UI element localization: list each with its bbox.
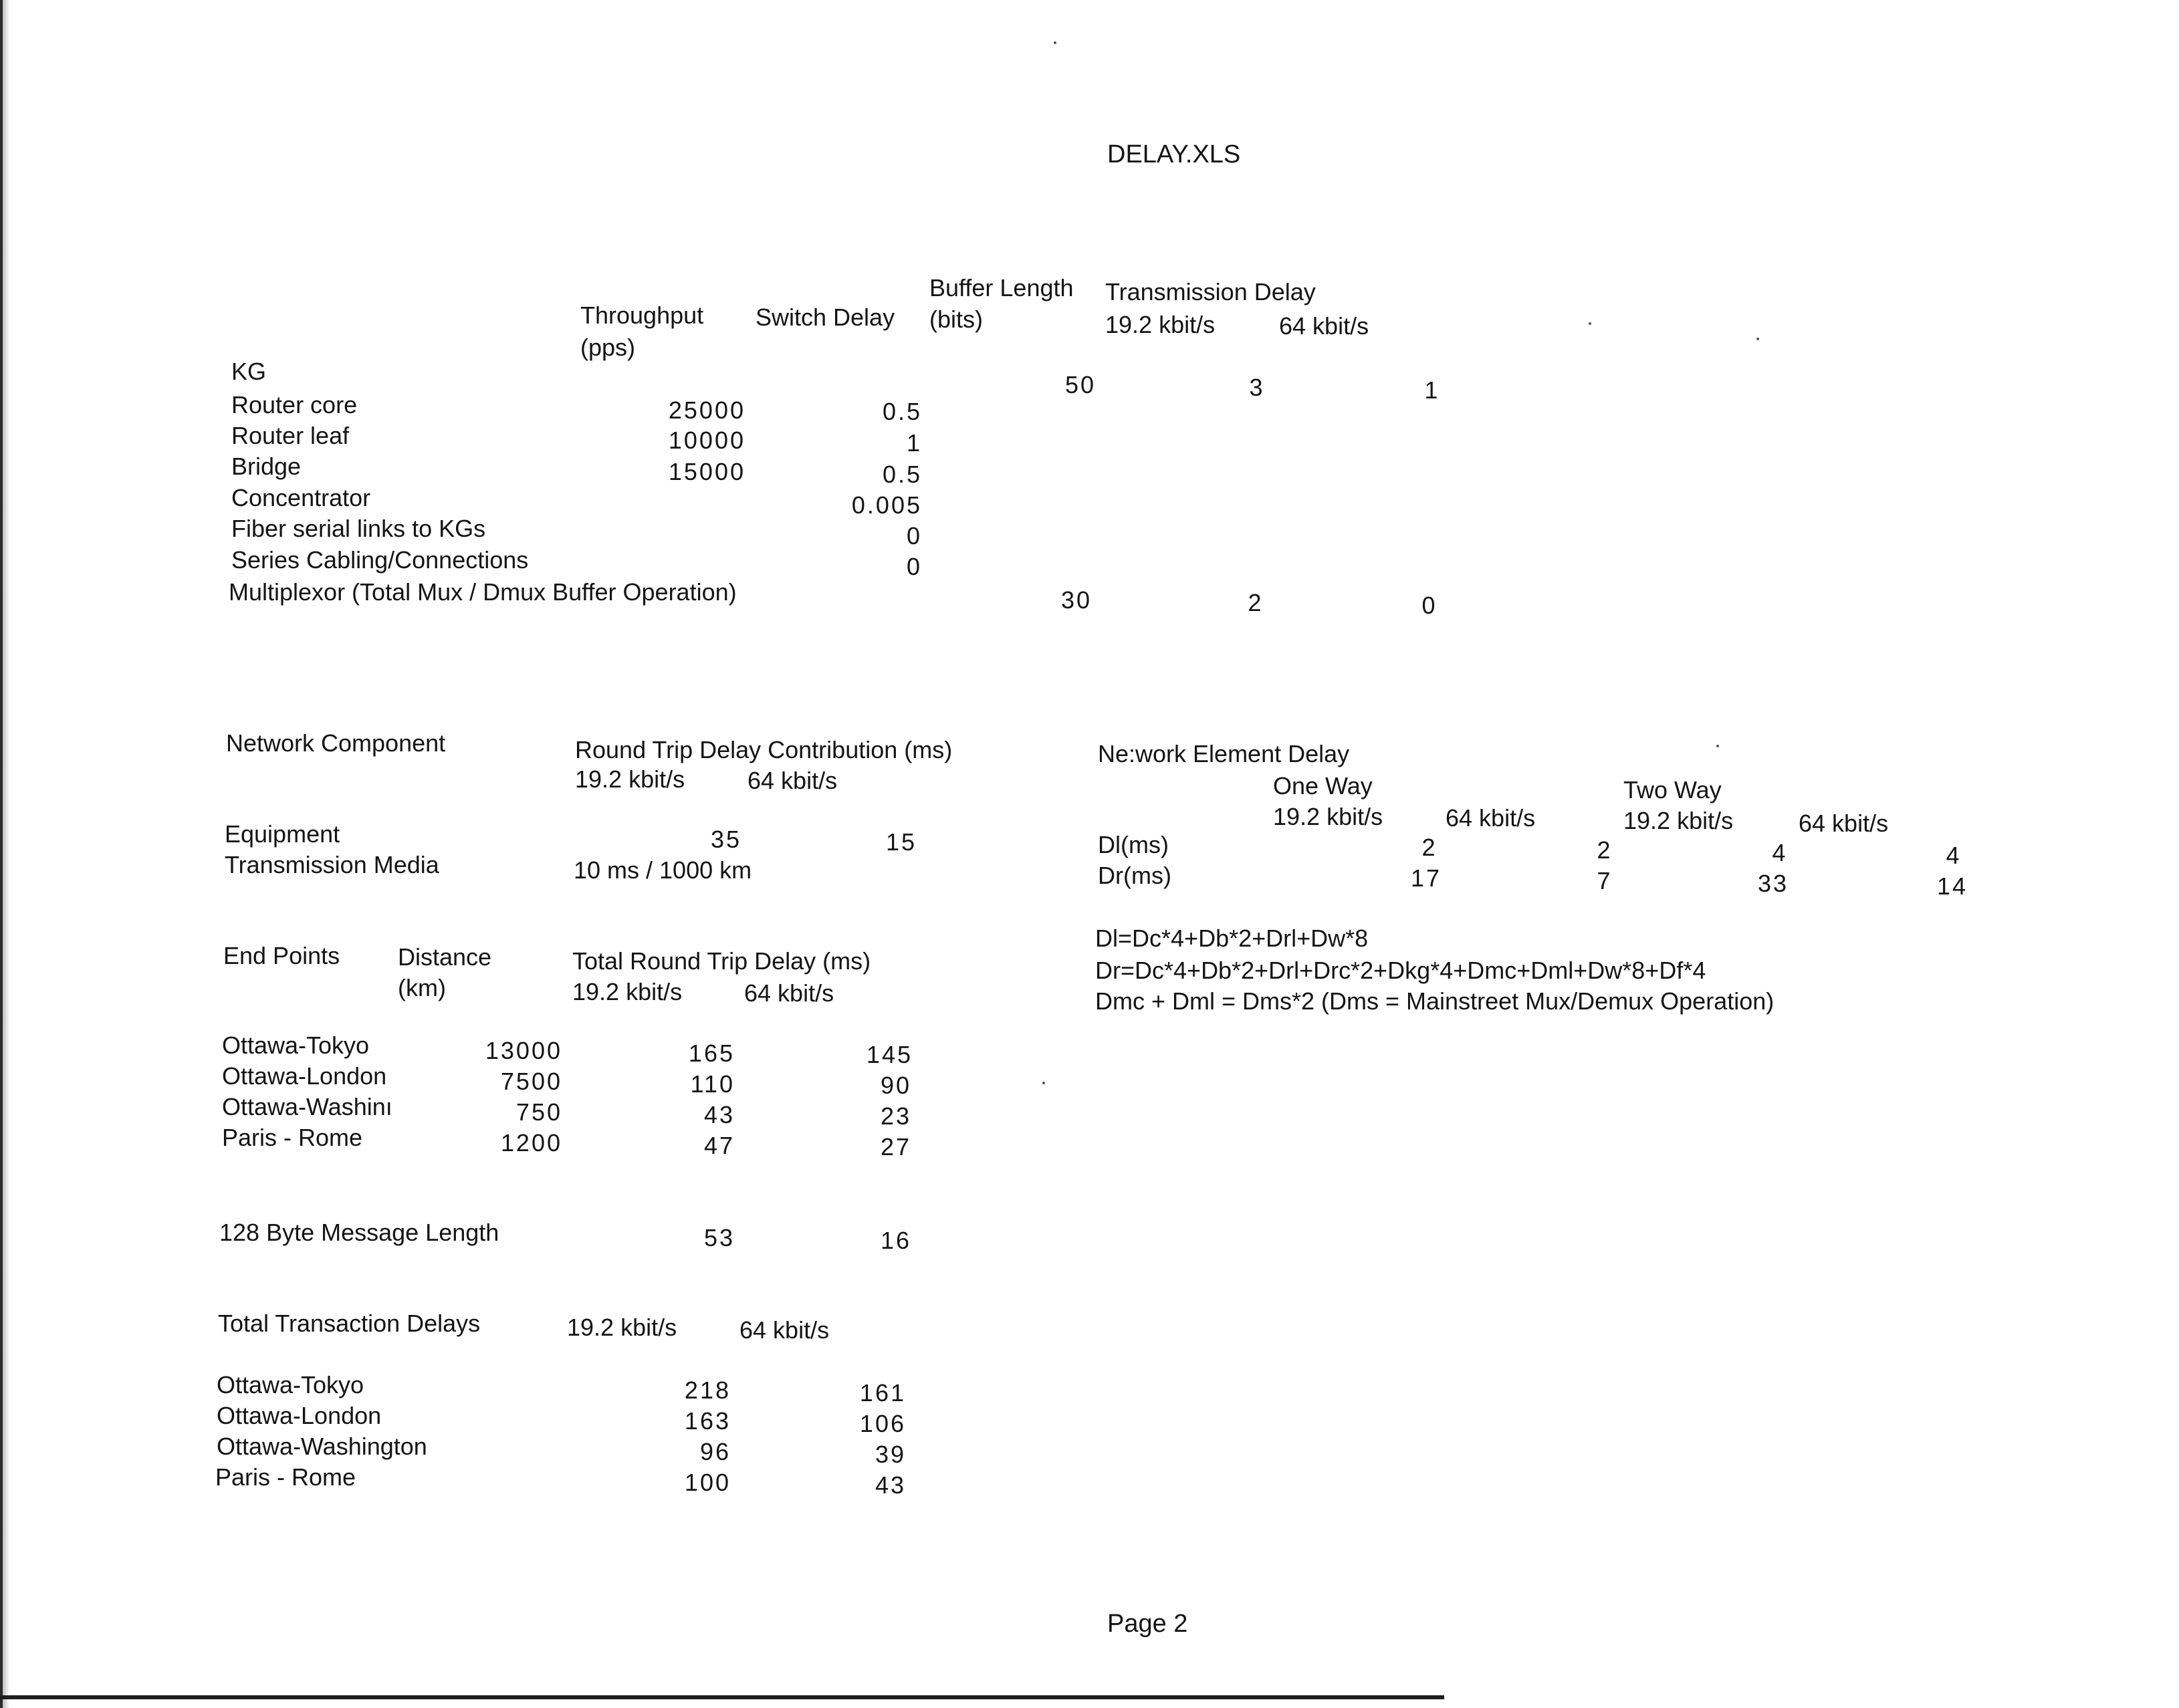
header-rate-64: 64 kbit/s — [739, 1316, 830, 1344]
header-rate-19-2: 19.2 kbit/s — [1623, 807, 1734, 834]
row-label: Paris - Rome — [222, 1124, 363, 1151]
row-label: Ottawa-Tokyo — [222, 1031, 370, 1059]
ow-64-value: 2 — [1597, 836, 1613, 864]
network-component-title: Network Component — [226, 729, 446, 757]
td-64-value: 106 — [859, 1410, 906, 1437]
row-label: Transmission Media — [225, 851, 439, 878]
buffer-value: 30 — [1060, 586, 1092, 614]
element-delay-title: Ne:work Element Delay — [1098, 740, 1350, 767]
header-throughput-unit: (pps) — [580, 334, 636, 361]
row-label: Router leaf — [231, 422, 350, 449]
scan-speck — [1589, 322, 1591, 325]
distance-value: 750 — [515, 1098, 562, 1126]
header-rate-64: 64 kbit/s — [1799, 810, 1889, 837]
header-switch-delay: Switch Delay — [756, 303, 895, 331]
total-round-trip-header: Total Round Trip Delay (ms) — [572, 947, 871, 975]
header-rate-64: 64 kbit/s — [748, 767, 838, 794]
page-number: Page 2 — [1107, 1610, 1188, 1638]
formula-dr: Dr=Dc*4+Db*2+Drl+Drc*2+Dkg*4+Dmc+Dml+Dw*8+Df*4 — [1095, 957, 1706, 984]
tw-64-value: 14 — [1936, 872, 1968, 900]
formula-dms: Dmc + Dml = Dms*2 (Dms = Mainstreet Mux/Demux Operation) — [1095, 987, 1774, 1015]
header-rate-19-2: 19.2 kbit/s — [567, 1314, 677, 1341]
distance-value: 13000 — [485, 1037, 562, 1064]
td-19-2-value: 218 — [684, 1376, 731, 1404]
document-title: DELAY.XLS — [1107, 140, 1241, 168]
row-label: Ottawa-London — [222, 1062, 387, 1090]
switch-delay-value: 0.005 — [851, 491, 922, 519]
scan-speck — [1054, 41, 1056, 44]
switch-delay-value: 0 — [906, 522, 922, 550]
equipment-64-value: 15 — [885, 828, 917, 856]
round-trip-contribution-header: Round Trip Delay Contribution (ms) — [575, 736, 953, 763]
transaction-delays-title: Total Transaction Delays — [218, 1310, 481, 1337]
row-label: Ottawa-Tokyo — [217, 1371, 364, 1398]
td-19-2-value: 3 — [1249, 374, 1265, 401]
equipment-19-2-value: 35 — [710, 826, 741, 853]
message-length-64-value: 16 — [880, 1227, 911, 1254]
row-label: Dl(ms) — [1098, 831, 1169, 858]
header-buffer-unit: (bits) — [929, 306, 983, 333]
td-64-value: 1 — [1424, 376, 1440, 404]
td-64-value: 0 — [1421, 592, 1438, 619]
end-points-header: End Points — [223, 942, 340, 969]
tw-19-2-value: 4 — [1772, 839, 1788, 866]
row-label: Paris - Rome — [215, 1463, 356, 1491]
message-length-19-2-value: 53 — [703, 1224, 735, 1251]
throughput-value: 25000 — [668, 396, 746, 424]
distance-value: 7500 — [500, 1068, 562, 1095]
header-rate-19-2: 19.2 kbit/s — [572, 978, 683, 1005]
row-label: Fiber serial links to KGs — [231, 515, 486, 542]
rtd-19-2-value: 43 — [703, 1101, 735, 1128]
rtd-19-2-value: 47 — [703, 1132, 735, 1159]
switch-delay-value: 1 — [906, 429, 922, 457]
switch-delay-value: 0.5 — [882, 461, 922, 488]
throughput-value: 10000 — [668, 426, 746, 454]
header-rate-64: 64 kbit/s — [744, 979, 834, 1007]
row-label: Bridge — [231, 453, 302, 480]
rtd-19-2-value: 110 — [690, 1070, 735, 1098]
td-64-value: 43 — [875, 1471, 906, 1499]
rtd-64-value: 27 — [880, 1133, 911, 1161]
ow-19-2-value: 17 — [1410, 864, 1442, 892]
buffer-value: 50 — [1064, 371, 1096, 398]
rtd-64-value: 145 — [866, 1041, 913, 1068]
header-rate-64: 64 kbit/s — [1279, 312, 1369, 340]
header-rate-19-2: 19.2 kbit/s — [575, 765, 685, 793]
header-rate-19-2: 19.2 kbit/s — [1105, 311, 1216, 338]
one-way-header: One Way — [1273, 772, 1373, 800]
row-label: Equipment — [225, 820, 340, 848]
td-19-2-value: 2 — [1248, 589, 1264, 616]
tw-64-value: 4 — [1946, 842, 1962, 869]
row-label: Dr(ms) — [1098, 862, 1171, 889]
formula-dl: Dl=Dc*4+Db*2+Drl+Dw*8 — [1095, 925, 1369, 952]
distance-header: Distance — [398, 943, 492, 971]
header-rate-64: 64 kbit/s — [1446, 804, 1536, 832]
scan-edge — [0, 0, 9, 1708]
ow-64-value: 7 — [1597, 867, 1613, 894]
row-label: Series Cabling/Connections — [231, 546, 529, 574]
row-label: Multiplexor (Total Mux / Dmux Buffer Operation) — [229, 578, 737, 606]
header-transmission-delay: Transmission Delay — [1105, 278, 1316, 306]
td-19-2-value: 163 — [684, 1407, 731, 1435]
switch-delay-value: 0.5 — [882, 398, 922, 425]
ow-19-2-value: 2 — [1421, 834, 1438, 861]
row-label: Router core — [231, 391, 358, 418]
message-length-label: 128 Byte Message Length — [219, 1219, 499, 1246]
row-label: Ottawa-Washington — [217, 1433, 427, 1460]
transmission-media-value: 10 ms / 1000 km — [574, 856, 752, 884]
header-buffer-length: Buffer Length — [929, 274, 1074, 301]
td-64-value: 39 — [875, 1441, 906, 1468]
throughput-value: 15000 — [668, 458, 746, 485]
tw-19-2-value: 33 — [1757, 870, 1789, 897]
row-label: Ottawa-Washinı — [222, 1093, 392, 1120]
row-label: Concentrator — [231, 484, 371, 511]
rtd-64-value: 23 — [880, 1102, 911, 1130]
td-19-2-value: 96 — [699, 1438, 731, 1465]
switch-delay-value: 0 — [906, 553, 922, 580]
scan-speck — [1756, 338, 1759, 340]
td-64-value: 161 — [859, 1379, 906, 1407]
distance-value: 1200 — [500, 1129, 562, 1156]
header-throughput: Throughput — [580, 301, 704, 329]
header-rate-19-2: 19.2 kbit/s — [1273, 803, 1383, 830]
rtd-64-value: 90 — [880, 1072, 911, 1099]
bottom-rule — [0, 1695, 1444, 1699]
td-19-2-value: 100 — [684, 1469, 731, 1496]
row-label: Ottawa-London — [217, 1402, 382, 1429]
row-label: KG — [231, 358, 267, 385]
distance-unit: (km) — [398, 974, 446, 1001]
scan-speck — [1042, 1082, 1045, 1084]
rtd-19-2-value: 165 — [688, 1040, 735, 1067]
scan-speck — [1716, 745, 1719, 747]
two-way-header: Two Way — [1623, 776, 1722, 804]
